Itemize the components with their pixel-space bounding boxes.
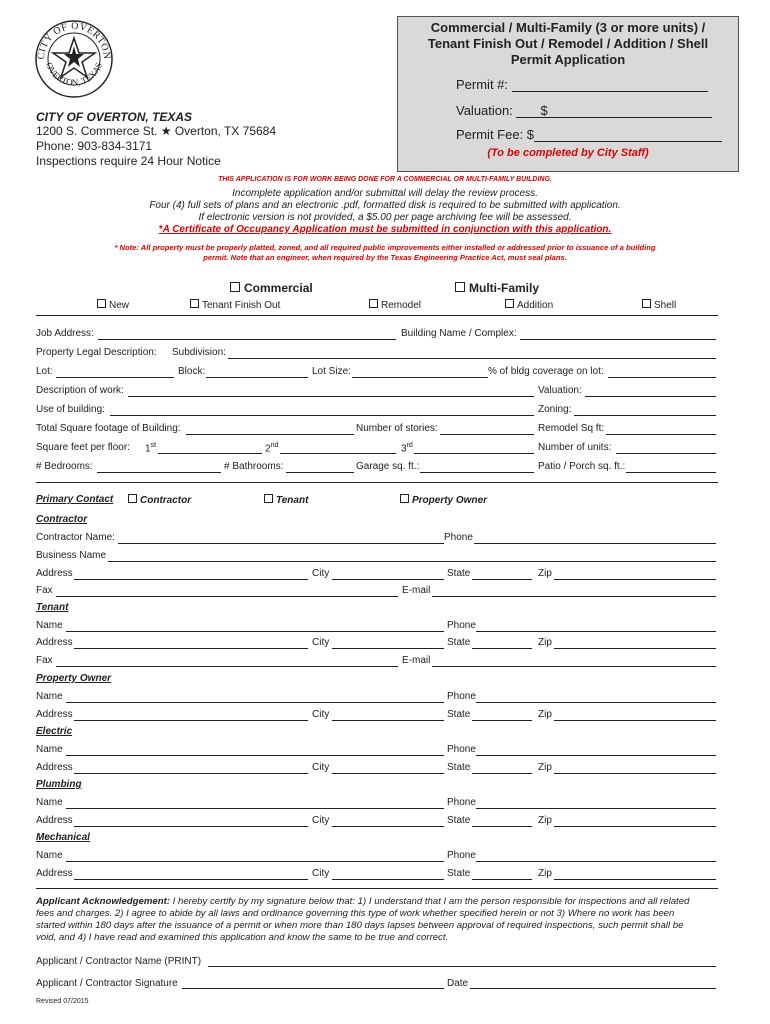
block-field[interactable] xyxy=(206,377,308,378)
second-floor-label: 2nd xyxy=(265,442,279,455)
mechanical-phone-field[interactable] xyxy=(476,861,716,862)
description-field[interactable] xyxy=(128,396,534,397)
tenant-fax-field[interactable] xyxy=(56,666,398,667)
plumbing-state-field[interactable] xyxy=(472,826,532,827)
city-name: CITY OF OVERTON, TEXAS xyxy=(36,110,193,124)
block-label: Block: xyxy=(178,366,206,377)
description-label: Description of work: xyxy=(36,385,124,396)
plumbing-name-label: Name xyxy=(36,797,63,808)
lot-size-field[interactable] xyxy=(352,377,488,378)
bedrooms-field[interactable] xyxy=(97,472,221,473)
city-state: Overton, TX 75684 xyxy=(174,124,277,138)
bedrooms-label: # Bedrooms: xyxy=(36,461,93,472)
mechanical-city-label: City xyxy=(312,868,330,879)
stories-field[interactable] xyxy=(440,434,534,435)
work-tenant-finish[interactable] xyxy=(190,299,280,311)
owner-address-label: Address xyxy=(36,709,73,720)
electric-state-label: State xyxy=(447,762,471,773)
tenant-email-label: E-mail xyxy=(402,655,431,666)
contractor-zip-label: Zip xyxy=(538,568,552,579)
commercial-option[interactable] xyxy=(230,281,313,295)
third-floor-field[interactable] xyxy=(414,453,534,454)
garage-label: Garage sq. ft.: xyxy=(356,461,420,472)
multifamily-checkbox[interactable] xyxy=(455,282,465,292)
owner-heading: Property Owner xyxy=(36,673,112,684)
contractor-address-field[interactable] xyxy=(74,579,308,580)
plumbing-name-field[interactable] xyxy=(66,808,444,809)
dollar-sign: $ xyxy=(540,103,548,118)
ack-line-2: fees and charges. 2) I agree to abide by all laws and ordinance governing this type of work whether specified herein or not 3) Where no work has been xyxy=(36,908,675,919)
legal-description-label: Property Legal Description: xyxy=(36,347,157,358)
mechanical-zip-label: Zip xyxy=(538,868,552,879)
mechanical-address-label: Address xyxy=(36,868,73,879)
electric-zip-field[interactable] xyxy=(554,773,716,774)
tenant-state-label: State xyxy=(447,637,471,648)
incomplete-notice: Incomplete application and/or submittal will delay the review process. xyxy=(232,188,538,199)
contractor-city-label: City xyxy=(312,568,330,579)
electric-name-label: Name xyxy=(36,744,63,755)
owner-phone-label: Phone xyxy=(447,691,476,702)
lot-size-label: Lot Size: xyxy=(312,366,351,377)
job-address-field[interactable] xyxy=(98,339,396,340)
tenant-fax-label: Fax xyxy=(36,655,53,666)
print-name-field[interactable] xyxy=(208,966,716,967)
owner-state-field[interactable] xyxy=(472,720,532,721)
owner-phone-field[interactable] xyxy=(476,702,716,703)
electric-name-field[interactable] xyxy=(66,755,444,756)
remodel-checkbox[interactable] xyxy=(369,299,378,308)
tenant-finish-label: Tenant Finish Out xyxy=(202,300,281,311)
commercial-notice: THIS APPLICATION IS FOR WORK BEING DONE FOR A COMMERCIAL OR MULTI-FAMILY BUILDING. xyxy=(218,176,552,183)
zoning-label: Zoning: xyxy=(538,404,572,415)
print-name-label: Applicant / Contractor Name (PRINT) xyxy=(36,956,202,967)
plumbing-phone-label: Phone xyxy=(447,797,476,808)
contractor-email-field[interactable] xyxy=(432,596,716,597)
valuation-label: Valuation: xyxy=(456,103,513,118)
shell-label: Shell xyxy=(654,300,677,311)
seal-top-text: CITY OF OVERTON xyxy=(35,20,113,60)
tenant-zip-field[interactable] xyxy=(554,648,716,649)
total-sqft-label: Total Square footage of Building: xyxy=(36,423,181,434)
electric-city-field[interactable] xyxy=(332,773,444,774)
work-remodel[interactable] xyxy=(369,299,421,311)
units-field[interactable] xyxy=(616,453,716,454)
coverage-label: % of bldg coverage on lot: xyxy=(488,366,604,377)
seal-bottom-text: OVERTON, TEXAS xyxy=(43,61,105,88)
contractor-email-label: E-mail xyxy=(402,585,431,596)
valuation-field[interactable] xyxy=(516,105,712,118)
subdivision-field[interactable] xyxy=(228,358,716,359)
mechanical-zip-field[interactable] xyxy=(554,879,716,880)
street-address: 1200 S. Commerce St. xyxy=(36,124,158,138)
primary-contact-label: Primary Contact xyxy=(36,494,114,505)
work-shell[interactable] xyxy=(642,299,676,311)
electric-phone-field[interactable] xyxy=(476,755,716,756)
work-new[interactable] xyxy=(97,299,129,311)
multifamily-option[interactable] xyxy=(455,281,539,295)
contractor-phone-label: Phone xyxy=(444,532,473,543)
owner-state-label: State xyxy=(447,709,471,720)
tenant-state-field[interactable] xyxy=(472,648,532,649)
inspection-notice: Inspections require 24 Hour Notice xyxy=(36,154,221,168)
date-label: Date xyxy=(447,978,469,989)
plumbing-phone-field[interactable] xyxy=(476,808,716,809)
mechanical-state-field[interactable] xyxy=(472,879,532,880)
plumbing-address-field[interactable] xyxy=(74,826,308,827)
tenant-city-label: City xyxy=(312,637,330,648)
patio-label: Patio / Porch sq. ft.: xyxy=(538,461,626,472)
tenant-heading: Tenant xyxy=(36,602,69,613)
ack-line-4: void, and 4) I have read and examined this application and know the same to be true and correct. xyxy=(36,932,449,943)
electric-zip-label: Zip xyxy=(538,762,552,773)
permit-box xyxy=(397,16,739,172)
use-label: Use of building: xyxy=(36,404,105,415)
tenant-city-field[interactable] xyxy=(332,648,444,649)
addition-checkbox[interactable] xyxy=(505,299,514,308)
contractor-name-label: Contractor Name: xyxy=(36,532,115,543)
contractor-fax-field[interactable] xyxy=(56,596,398,597)
permit-title-1: Commercial / Multi-Family (3 or more units) / xyxy=(430,20,706,35)
owner-name-field[interactable] xyxy=(66,702,444,703)
contractor-phone-field[interactable] xyxy=(474,543,716,544)
star-icon: ★ xyxy=(160,124,172,138)
tenant-zip-label: Zip xyxy=(538,637,552,648)
commercial-label: Commercial xyxy=(244,281,313,295)
valuation-label-2: Valuation: xyxy=(538,385,582,396)
plumbing-zip-field[interactable] xyxy=(554,826,716,827)
platted-notice-2: permit. Note that an engineer, when required by the Texas Engineering Practice Act, must seal plans. xyxy=(203,253,567,262)
city-phone: Phone: 903-834-3171 xyxy=(36,139,153,153)
permit-fee-field[interactable] xyxy=(534,129,722,142)
primary-contractor-option[interactable]: Contractor xyxy=(128,494,191,506)
new-label: New xyxy=(109,300,130,311)
tenant-address-label: Address xyxy=(36,637,73,648)
remodel-sqft-label: Remodel Sq ft: xyxy=(538,423,605,434)
multifamily-label: Multi-Family xyxy=(469,281,540,295)
divider-top xyxy=(36,315,718,316)
mechanical-phone-label: Phone xyxy=(447,850,476,861)
mechanical-name-label: Name xyxy=(36,850,63,861)
contractor-city-field[interactable] xyxy=(332,579,444,580)
job-address-label: Job Address: xyxy=(36,328,94,339)
contractor-fax-label: Fax xyxy=(36,585,53,596)
ack-line-3: started within 180 days after the issuance of a permit or when more than 180 days lapses between approval of required inspections, such permit shall be xyxy=(36,920,684,931)
ack-line-1: I hereby certify by my signature below that: 1) I understand that I am the person responsible for inspections and all related xyxy=(169,896,690,907)
owner-zip-label: Zip xyxy=(538,709,552,720)
plumbing-zip-label: Zip xyxy=(538,815,552,826)
bathrooms-label: # Bathrooms: xyxy=(224,461,284,472)
staff-note: (To be completed by City Staff) xyxy=(487,147,649,159)
electric-address-field[interactable] xyxy=(74,773,308,774)
ack-title: Applicant Acknowledgement: xyxy=(36,896,170,907)
tenant-address-field[interactable] xyxy=(74,648,308,649)
plumbing-state-label: State xyxy=(447,815,471,826)
mechanical-address-field[interactable] xyxy=(74,879,308,880)
primary-tenant-option[interactable]: Tenant xyxy=(264,494,308,506)
electric-phone-label: Phone xyxy=(447,744,476,755)
valuation-row xyxy=(456,103,712,118)
owner-zip-field[interactable] xyxy=(554,720,716,721)
tenant-name-field[interactable] xyxy=(66,631,444,632)
third-floor-label: 3rd xyxy=(401,442,413,455)
permit-number-field[interactable] xyxy=(512,79,708,92)
electric-address-label: Address xyxy=(36,762,73,773)
primary-contractor-checkbox[interactable] xyxy=(128,494,137,503)
new-checkbox[interactable] xyxy=(97,299,106,308)
total-sqft-field[interactable] xyxy=(186,434,354,435)
electric-city-label: City xyxy=(312,762,330,773)
owner-address-field[interactable] xyxy=(74,720,308,721)
plans-notice: Four (4) full sets of plans and an electronic .pdf, formatted disk is required to be submitted with application. xyxy=(149,200,621,211)
mechanical-name-field[interactable] xyxy=(66,861,444,862)
signature-label: Applicant / Contractor Signature xyxy=(36,978,178,989)
permit-fee-row xyxy=(456,127,722,142)
business-name-field[interactable] xyxy=(108,561,716,562)
mechanical-state-label: State xyxy=(447,868,471,879)
city-contact xyxy=(36,124,276,169)
plumbing-heading: Plumbing xyxy=(36,779,82,790)
building-name-label: Building Name / Complex: xyxy=(401,328,517,339)
business-name-label: Business Name xyxy=(36,550,107,561)
valuation-field-2[interactable] xyxy=(585,396,716,397)
tenant-phone-label: Phone xyxy=(447,620,476,631)
permit-fee-label: Permit Fee: $ xyxy=(456,127,535,142)
contractor-heading: Contractor xyxy=(36,514,88,525)
use-field[interactable] xyxy=(110,415,534,416)
subdivision-label: Subdivision: xyxy=(172,347,226,358)
co-notice: *A Certificate of Occupancy Application must be submitted in conjunction with this application. xyxy=(158,224,612,235)
first-floor-label: 1st xyxy=(145,442,157,455)
owner-city-label: City xyxy=(312,709,330,720)
permit-title-2: Tenant Finish Out / Remodel / Addition / Shell xyxy=(427,36,709,51)
tenant-name-label: Name xyxy=(36,620,63,631)
platted-notice-1: * Note: All property must be properly platted, zoned, and all required public improvements either installed or addressed prior to issuance of a building xyxy=(114,243,656,252)
first-floor-field[interactable] xyxy=(158,453,262,454)
primary-tenant-checkbox[interactable] xyxy=(264,494,273,503)
permit-number-row xyxy=(456,77,708,92)
contractor-name-field[interactable] xyxy=(118,543,444,544)
garage-field[interactable] xyxy=(420,472,534,473)
city-seal xyxy=(34,16,114,102)
remodel-label: Remodel xyxy=(381,300,422,311)
patio-field[interactable] xyxy=(626,472,716,473)
lot-field[interactable] xyxy=(56,377,174,378)
units-label: Number of units: xyxy=(538,442,612,453)
sqft-floor-label: Square feet per floor: xyxy=(36,442,130,453)
tenant-finish-checkbox[interactable] xyxy=(190,299,199,308)
electric-state-field[interactable] xyxy=(472,773,532,774)
plumbing-city-label: City xyxy=(312,815,330,826)
owner-name-label: Name xyxy=(36,691,63,702)
commercial-checkbox[interactable] xyxy=(230,282,240,292)
mechanical-heading: Mechanical xyxy=(36,832,90,843)
electric-heading: Electric xyxy=(36,726,73,737)
plumbing-city-field[interactable] xyxy=(332,826,444,827)
signature-field[interactable] xyxy=(182,988,444,989)
mechanical-city-field[interactable] xyxy=(332,879,444,880)
tenant-email-field[interactable] xyxy=(432,666,716,667)
work-addition[interactable] xyxy=(505,299,553,311)
contractor-state-field[interactable] xyxy=(472,579,532,580)
zoning-field[interactable] xyxy=(574,415,716,416)
contractor-zip-field[interactable] xyxy=(554,579,716,580)
remodel-sqft-field[interactable] xyxy=(606,434,716,435)
building-name-field[interactable] xyxy=(520,339,716,340)
second-floor-field[interactable] xyxy=(280,453,396,454)
permit-number-label: Permit #: xyxy=(456,77,509,92)
archiving-notice: If electronic version is not provided, a $5.00 per page archiving fee will be assessed. xyxy=(198,212,572,223)
contractor-state-label: State xyxy=(447,568,471,579)
primary-owner-option[interactable]: Property Owner xyxy=(400,494,487,506)
divider-mid xyxy=(36,482,718,483)
permit-title-3: Permit Application xyxy=(510,52,626,67)
tenant-phone-field[interactable] xyxy=(476,631,716,632)
bathrooms-field[interactable] xyxy=(286,472,354,473)
contractor-address-label: Address xyxy=(36,568,73,579)
coverage-field[interactable] xyxy=(608,377,716,378)
shell-checkbox[interactable] xyxy=(642,299,651,308)
primary-owner-checkbox[interactable] xyxy=(400,494,409,503)
plumbing-address-label: Address xyxy=(36,815,73,826)
svg-text:OVERTON, TEXAS xyxy=(44,61,104,88)
acknowledgement xyxy=(36,896,726,944)
addition-label: Addition xyxy=(517,300,554,311)
divider-bottom xyxy=(36,888,718,889)
owner-city-field[interactable] xyxy=(332,720,444,721)
lot-label: Lot: xyxy=(36,366,53,377)
revised-date: Revised 07/2015 xyxy=(36,998,89,1005)
stories-label: Number of stories: xyxy=(356,423,438,434)
date-field[interactable] xyxy=(470,988,716,989)
